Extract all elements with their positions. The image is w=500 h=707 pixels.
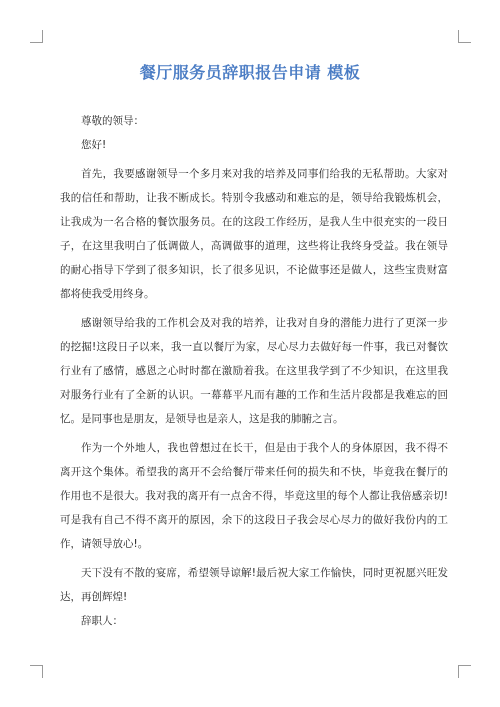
paragraph-gratitude: 感谢领导给我的工作机会及对我的培养，让我对自身的潜能力进行了更深一步的挖掘!这段日子以来，我一直以餐厅为家，尽心尽力去做好每一件事，我已对餐饮行业有了感情，感恩之心时时都在激励着我。在这里我学到了不少知识，在这里我对服务行业有了全新的认识。一幕幕平凡而有趣的工作和生活片段都是我难忘的回忆。是同事也是朋友，是领导也是亲人，这是我的肺腑之言。 <box>60 317 448 425</box>
crop-mark-top-left <box>30 30 43 43</box>
signature-label: 辞职人： <box>81 615 123 627</box>
paragraph-reason: 作为一个外地人，我也曾想过在长干，但是由于我个人的身体原因，我不得不离开这个集体。希望我的离开不会给餐厅带来任何的损失和不快，毕竟我在餐厅的作用也不是很大。我对我的离开有一点舍不得，毕竟这里的每个人都让我倍感亲切!可是我有自己不得不离开的原因，余下的这段日子我会尽心尽力的做好我份内的工作，请领导放心!。 <box>60 442 448 550</box>
document-title: 餐厅服务员辞职报告申请 模板 <box>139 63 361 82</box>
document-body <box>60 114 448 628</box>
paragraph-thanks: 首先，我要感谢领导一个多月来对我的培养及同事们给我的无私帮助。大家对我的信任和帮助，让我不断成长。特别令我感动和难忘的是，领导给我锻炼机会，让我成为一名合格的餐饮服务员。在的这段工作经历，是我人生中很充实的一段日子，在这里我明白了低调做人，高调做事的道理，这些将让我终身受益。我在领导的耐心指导下学到了很多知识，长了很多见识，不论做事还是做人，这些宝贵财富都将使我受用终身。 <box>60 168 448 300</box>
crop-mark-bottom-left <box>30 665 43 678</box>
crop-mark-bottom-right <box>458 665 471 678</box>
paragraph-closing: 天下没有不散的宴席，希望领导谅解!最后祝大家工作愉快，同时更祝愿兴旺发达，再创辉煌! <box>60 567 448 603</box>
greeting: 您好! <box>81 139 107 151</box>
salutation: 尊敬的领导： <box>81 115 144 127</box>
crop-mark-top-right <box>458 30 471 43</box>
